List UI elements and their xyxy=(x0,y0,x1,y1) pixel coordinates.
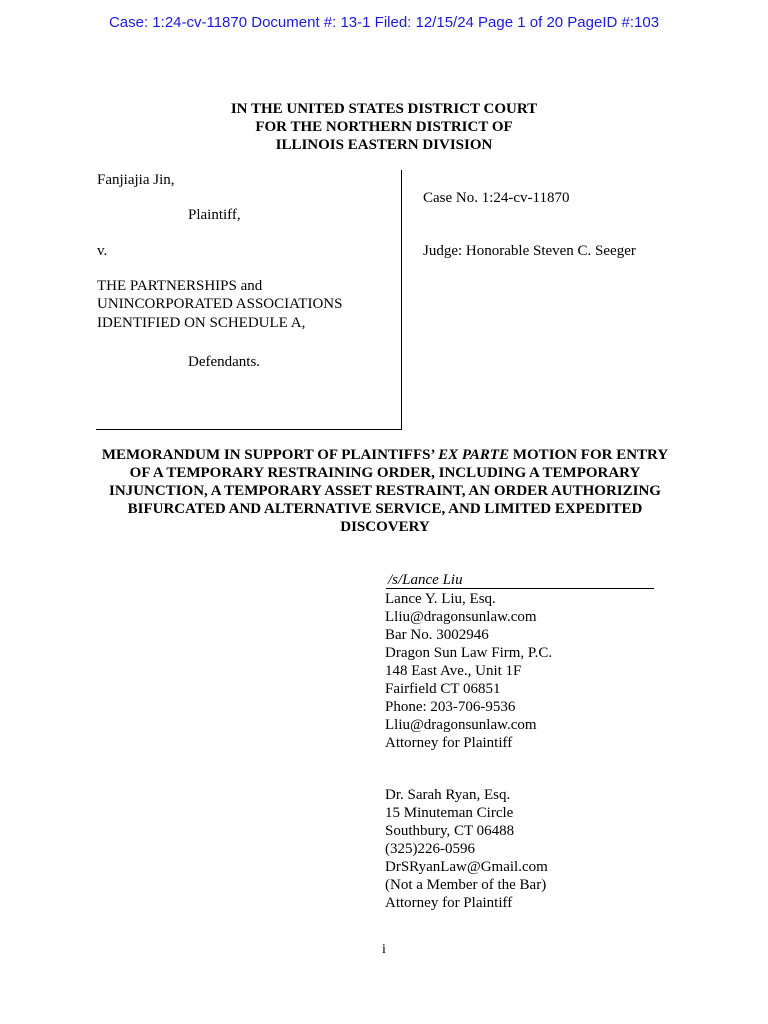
court-heading-line: ILLINOIS EASTERN DIVISION xyxy=(275,137,493,153)
signature-line: /s/Lance Liu xyxy=(386,572,654,589)
memo-title-part: MEMORANDUM IN SUPPORT OF PLAINTIFFS’ xyxy=(101,447,439,463)
attorney-line: Lliu@dragonsunlaw.com xyxy=(385,609,537,625)
attorney-line: Dragon Sun Law Firm, P.C. xyxy=(385,645,553,661)
attorney-line: Bar No. 3002946 xyxy=(385,627,489,643)
attorney-line: Attorney for Plaintiff xyxy=(385,735,513,751)
attorney-block-1 xyxy=(385,590,552,752)
attorney-line: Dr. Sarah Ryan, Esq. xyxy=(385,787,511,803)
attorney-line: Phone: 203-706-9536 xyxy=(385,699,516,715)
attorney-line: Fairfield CT 06851 xyxy=(385,681,501,697)
court-heading-line: FOR THE NORTHERN DISTRICT OF xyxy=(255,119,513,135)
defendant-line: IDENTIFIED ON SCHEDULE A, xyxy=(97,315,306,331)
case-number: Case No. 1:24-cv-11870 xyxy=(423,190,570,206)
plaintiff-role: Plaintiff, xyxy=(188,207,241,223)
attorney-line: Southbury, CT 06488 xyxy=(385,823,515,839)
attorney-block-2 xyxy=(385,786,548,912)
defendant-line: THE PARTNERSHIPS and xyxy=(97,278,263,294)
page-number: i xyxy=(382,942,386,957)
memorandum-title xyxy=(90,446,680,536)
plaintiff-name: Fanjiajia Jin, xyxy=(97,172,175,188)
defendant-line: UNINCORPORATED ASSOCIATIONS xyxy=(97,296,343,312)
judge: Judge: Honorable Steven C. Seeger xyxy=(423,243,636,259)
attorney-line: (Not a Member of the Bar) xyxy=(385,877,547,893)
attorney-line: Lance Y. Liu, Esq. xyxy=(385,591,496,607)
memo-title-part: MOTION FOR ENTRY OF A TEMPORARY RESTRAINING ORDER, INCLUDING A TEMPORARY INJUNCTION, A TEMPORARY ASSET RESTRAINT, AN ORDER AUTHORIZING BIFURCATED AND ALTERNATIVE SERVICE, AND LIMITED EXPEDITED DISCOVERY xyxy=(109,447,669,535)
memo-title-ex-parte: EX PARTE xyxy=(438,447,510,463)
versus: v. xyxy=(97,243,108,259)
court-heading xyxy=(0,100,768,154)
attorney-line: 148 East Ave., Unit 1F xyxy=(385,663,522,679)
attorney-line: Lliu@dragonsunlaw.com xyxy=(385,717,537,733)
attorney-line: (325)226-0596 xyxy=(385,841,475,857)
attorney-line: 15 Minuteman Circle xyxy=(385,805,514,821)
attorney-line: Attorney for Plaintiff xyxy=(385,895,513,911)
defendant-role: Defendants. xyxy=(188,354,261,370)
filing-stamp: Case: 1:24-cv-11870 Document #: 13-1 Filed: 12/15/24 Page 1 of 20 PageID #:103 xyxy=(108,14,660,31)
caption-divider-horizontal xyxy=(96,429,402,430)
attorney-line: DrSRyanLaw@Gmail.com xyxy=(385,859,548,875)
court-heading-line: IN THE UNITED STATES DISTRICT COURT xyxy=(230,101,538,117)
caption-divider-vertical xyxy=(401,170,402,430)
